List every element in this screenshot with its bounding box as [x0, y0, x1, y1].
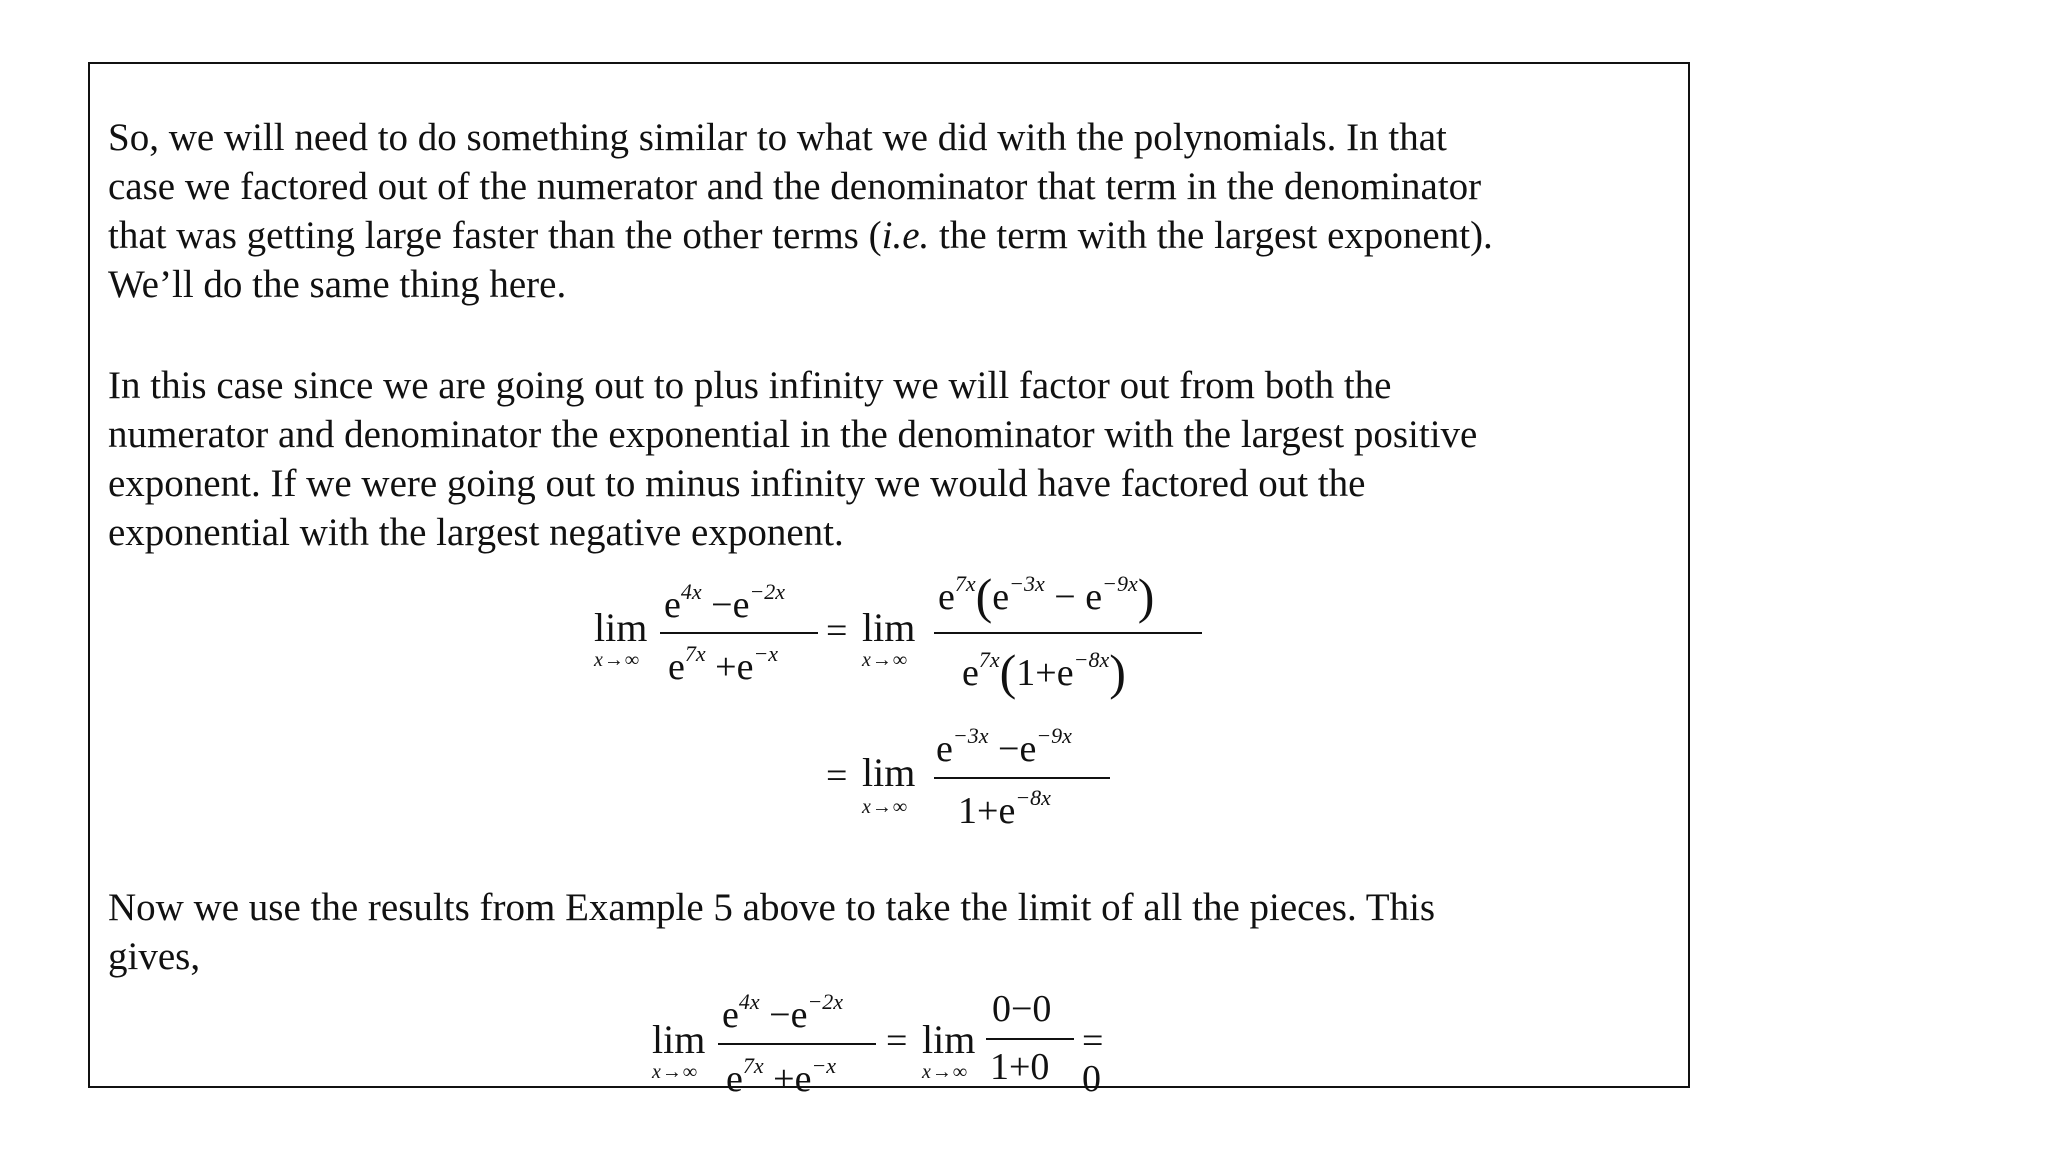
fraction-bar — [986, 1038, 1074, 1040]
text-line: So, we will need to do something similar to what we did with the polynomials. In that — [108, 116, 1447, 159]
limit-operator: lim — [862, 605, 916, 650]
fraction-denominator: $e^{7x} +e^{-x}$ — [726, 1053, 837, 1100]
text-line: exponent. If we were going out to minus infinity we would have factored out the — [108, 462, 1366, 505]
equals-sign: = — [826, 755, 848, 797]
fraction-bar — [934, 632, 1202, 634]
text-line: Now we use the results from Example 5 above to take the limit of all the pieces. This — [108, 886, 1436, 929]
text-line: case we factored out of the numerator and the denominator that term in the denominator — [108, 165, 1482, 208]
equals-sign: = — [886, 1020, 908, 1062]
fraction-denominator: 1+0 — [990, 1046, 1050, 1088]
text-line: that was getting large faster than the other terms (i.e. the term with the largest exponent). — [108, 214, 1493, 257]
text-line: exponential with the largest negative exponent. — [108, 511, 844, 554]
limit-subscript: x→∞ — [652, 1061, 699, 1083]
text-line: gives, — [108, 935, 201, 978]
fraction-denominator: $e^{7x} +e^{-x}$ — [668, 641, 779, 688]
fraction-denominator: $1+e^{-8x}$ — [958, 785, 1051, 832]
equals-sign: = — [826, 610, 848, 652]
result-value: = 0 — [1082, 1020, 1104, 1100]
fraction-numerator: $e^{4x} -e^{-2x}$ — [664, 579, 786, 626]
fraction-numerator: $e^{4x} -e^{-2x}$ — [722, 989, 844, 1036]
text-line: We’ll do the same thing here. — [108, 263, 567, 306]
limit-operator: lim — [652, 1017, 706, 1062]
paragraph-example-results — [108, 883, 1688, 981]
fraction-bar — [718, 1043, 876, 1045]
limit-operator: lim — [862, 750, 916, 795]
fraction-numerator: $e^{-3x} -e^{-9x}$ — [936, 723, 1072, 770]
text-line: numerator and denominator the exponential in the denominator with the largest positive — [108, 413, 1478, 456]
fraction-numerator: $e^{7x}(e^{-3x} - e^{-9x})$ — [938, 568, 1155, 624]
limit-subscript: x→∞ — [922, 1061, 969, 1083]
fraction-bar — [660, 632, 818, 634]
paragraph-polynomial-analogy — [108, 113, 1688, 309]
text-line: In this case since we are going out to plus infinity we will factor out from both the — [108, 364, 1392, 407]
fraction-denominator: $e^{7x}(1+e^{-8x})$ — [962, 644, 1126, 700]
fraction-numerator: 0−0 — [992, 988, 1052, 1030]
limit-operator: lim — [922, 1017, 976, 1062]
limit-subscript: x→∞ — [862, 796, 909, 818]
limit-operator: lim — [594, 605, 648, 650]
ie-abbreviation: i.e. — [881, 214, 930, 257]
limit-subscript: x→∞ — [862, 649, 909, 671]
limit-subscript: x→∞ — [594, 649, 641, 671]
paragraph-factoring-strategy — [108, 361, 1688, 557]
fraction-bar — [934, 777, 1110, 779]
